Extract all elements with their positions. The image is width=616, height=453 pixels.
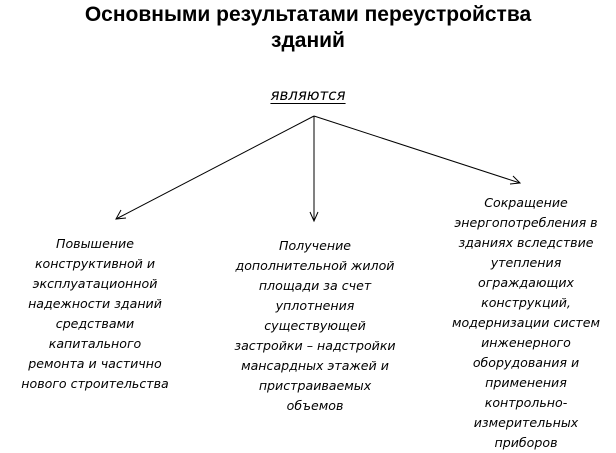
- node-right-line: приборов: [494, 435, 558, 450]
- node-reliability: [0, 234, 190, 394]
- node-right-line: энергопотребления в: [454, 215, 598, 230]
- arrow-left: [116, 116, 314, 219]
- node-mid-line: площади за счет: [258, 278, 372, 293]
- node-right-line: измерительных: [473, 415, 579, 430]
- node-left-line: конструктивной и: [34, 256, 156, 271]
- node-right-line: ограждающих: [478, 275, 574, 290]
- title-line-1: Основными результатами переустройства: [84, 3, 532, 26]
- node-right-line: применения: [485, 375, 567, 390]
- node-left-line: надежности зданий: [28, 296, 162, 311]
- node-mid-line: дополнительной жилой: [235, 258, 395, 273]
- title-line-2: зданий: [271, 29, 345, 52]
- node-left-line: ремонта и частично: [28, 356, 162, 371]
- node-mid-line: существующей: [264, 318, 366, 333]
- node-right-line: модернизации систем: [451, 315, 601, 330]
- node-right-line: инженерного: [481, 335, 571, 350]
- node-left-line: эксплуатационной: [32, 276, 158, 291]
- node-right-line: конструкций,: [481, 295, 571, 310]
- node-right-line: зданиях вследствие: [458, 235, 594, 250]
- node-mid-line: застройки – надстройки: [234, 338, 396, 353]
- node-right-line: контрольно-: [484, 395, 568, 410]
- node-left-line: средствами: [55, 316, 135, 331]
- node-left-line: капитального: [48, 336, 142, 351]
- node-right-line: оборудования и: [472, 355, 580, 370]
- node-mid-line: уплотнения: [275, 298, 355, 313]
- node-left-line: Повышение: [56, 236, 134, 251]
- arrow-right: [314, 116, 520, 183]
- subtitle-label: являются: [270, 86, 346, 104]
- node-mid-line: пристраиваемых: [258, 378, 372, 393]
- node-right-line: Сокращение: [484, 195, 568, 210]
- node-mid-line: мансардных этажей и: [241, 358, 389, 373]
- node-right-line: утепления: [490, 255, 562, 270]
- node-mid-line: Получение: [278, 238, 352, 253]
- node-additional-area: [212, 236, 418, 416]
- node-mid-line: объемов: [286, 398, 344, 413]
- node-energy-reduction: [436, 193, 616, 453]
- node-left-line: нового строительства: [21, 376, 169, 391]
